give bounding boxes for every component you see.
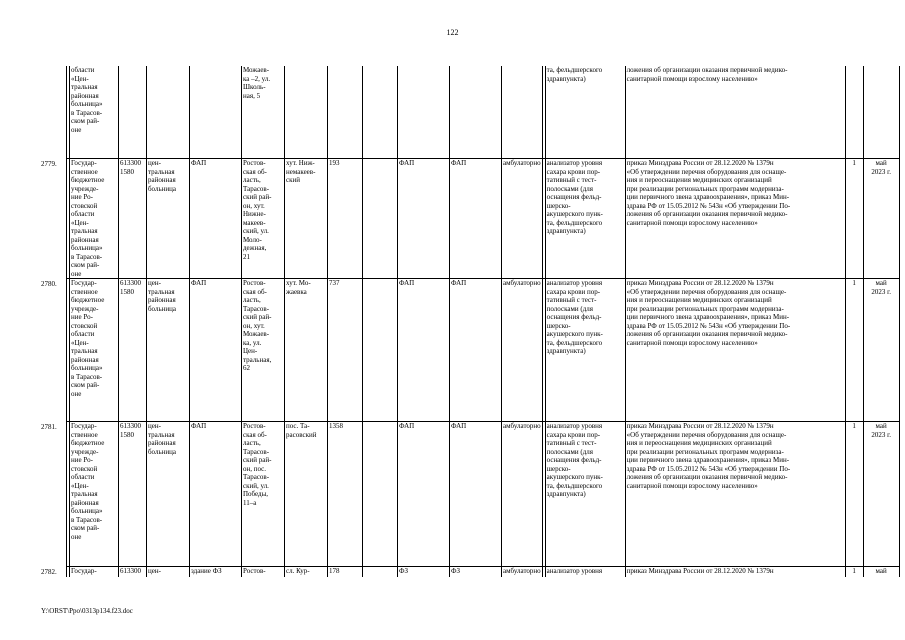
cell-care: амбулаторно xyxy=(502,279,543,422)
cell-address: Можаев- ка –2, ул. Школь- ная, 5 xyxy=(242,66,285,159)
cell-basis: приказ Минздрава России от 28.12.2020 № 1379н «Об утверждении перечня оборудования для оснаще- ния и переоснащения медицинских организаций при реализации региональных программ модерниза- ции первичного звена здравоохранения», приказ Мин- здрава РФ от 15.05.2012 № 543н «Об утверждении По- ложения об организации оказания первичной медико- санитарной помощи взрослому населению» xyxy=(625,279,845,422)
cell-blank xyxy=(363,422,398,567)
cell-population: 193 xyxy=(328,159,363,279)
cell-care: амбулаторно xyxy=(502,422,543,567)
cell-equipment: анализатор уровня сахара крови пор- тативный с тест- полосками (для оснащения фельд- шерско- акушерского пунк- та, фельдшерского здравпункта) xyxy=(545,159,625,279)
cell-code: 613300 1580 xyxy=(119,159,147,279)
cell-unit-1: ФАП xyxy=(398,279,450,422)
cell-code: 613300 1580 xyxy=(119,279,147,422)
cell-population: 178 xyxy=(328,567,363,578)
cell-blank xyxy=(363,66,398,159)
cell-date: май 2023 г. xyxy=(863,279,899,422)
cell-quantity: 1 xyxy=(845,422,863,567)
cell-settlement: сл. Кур- xyxy=(285,567,328,578)
cell-population xyxy=(328,66,363,159)
cell-address: Ростов- ская об- ласть, Тарасов- ский рай- он, хут. Можаев- ка, ул. Цен- тральная, 62 xyxy=(242,279,285,422)
cell-subdivision: здание ФЗ xyxy=(190,567,242,578)
cell-unit-1: ФЗ xyxy=(398,567,450,578)
page-number: 122 xyxy=(446,28,459,37)
cell-quantity: 1 xyxy=(845,567,863,578)
cell-type: цен- тральная районная больница xyxy=(147,159,190,279)
row-number: 2779. xyxy=(41,159,57,168)
cell-subdivision xyxy=(190,66,242,159)
cell-date: май xyxy=(863,567,899,578)
cell-basis: приказ Минздрава России от 28.12.2020 № 1379н xyxy=(625,567,845,578)
cell-unit-2 xyxy=(450,66,502,159)
cell-subdivision: ФАП xyxy=(190,279,242,422)
cell-date: май 2023 г. xyxy=(863,159,899,279)
footer-file-path: Y:\ORST\Ppo\0313p134.f23.doc xyxy=(41,607,133,615)
row-number: 2780. xyxy=(41,279,57,288)
cell-population: 1358 xyxy=(328,422,363,567)
cell-care xyxy=(502,66,543,159)
cell-unit-1: ФАП xyxy=(398,422,450,567)
cell-address: Ростов- ская об- ласть, Тарасов- ский рай- он, пос. Тарасов- ский, ул. Победы, 11–а xyxy=(242,422,285,567)
cell-unit-2: ФАП xyxy=(450,159,502,279)
cell-blank xyxy=(363,159,398,279)
cell-basis: ложения об организации оказания первичной медико- санитарной помощи взрослому населению» xyxy=(625,66,845,159)
cell-equipment: анализатор уровня xyxy=(545,567,625,578)
cell-subdivision: ФАП xyxy=(190,422,242,567)
table-row xyxy=(67,567,900,578)
cell-organization: Государ- ственное бюджетное учрежде- ние Ро- стовской области «Цен- тральная районная больница» в Тарасов- ском рай- оне xyxy=(70,159,119,279)
cell-basis: приказ Минздрава России от 28.12.2020 № 1379н «Об утверждении перечня оборудования для оснаще- ния и переоснащения медицинских организаций при реализации региональных программ модерниза- ции первичного звена здравоохранения», приказ Мин- здрава РФ от 15.05.2012 № 543н «Об утверждении По- ложения об организации оказания первичной медико- санитарной помощи взрослому населению» xyxy=(625,422,845,567)
cell-code: 613300 xyxy=(119,567,147,578)
cell-care: амбулаторно xyxy=(502,159,543,279)
cell-type xyxy=(147,66,190,159)
cell-date: май 2023 г. xyxy=(863,422,899,567)
cell-unit-2: ФАП xyxy=(450,279,502,422)
table-row xyxy=(67,159,900,279)
cell-code: 613300 1580 xyxy=(119,422,147,567)
cell-care: амбулаторно xyxy=(503,567,541,575)
cell-equipment: анализатор уровня сахара крови пор- тативный с тест- полосками (для оснащения фельд- шерско- акушерского пунк- та, фельдшерского здравпункта) xyxy=(545,422,625,567)
cell-type: цен- тральная районная больница xyxy=(147,422,190,567)
cell-type: цен- тральная районная больница xyxy=(147,279,190,422)
cell-unit-2: ФЗ xyxy=(450,567,502,578)
cell-quantity xyxy=(845,66,863,159)
cell-unit-1: ФАП xyxy=(398,159,450,279)
cell-quantity: 1 xyxy=(845,159,863,279)
row-number: 2781. xyxy=(41,422,57,431)
cell-equipment: та, фельдшерского здравпункта) xyxy=(545,66,625,159)
cell-equipment: анализатор уровня сахара крови пор- тативный с тест- полосками (для оснащения фельд- шерско- акушерского пунк- та, фельдшерского здравпункта) xyxy=(545,279,625,422)
table-row-continuation xyxy=(67,66,900,159)
table-row xyxy=(67,279,900,422)
cell-address: Ростов- ская об- ласть, Тарасов- ский рай- он, хут. Нижне- макеев- ский, ул. Моло- дежная, 21 xyxy=(242,159,285,279)
cell-organization: Государ- ственное бюджетное учрежде- ние Ро- стовской области «Цен- тральная районная больница» в Тарасов- ском рай- оне xyxy=(70,422,119,567)
row-number: 2782. xyxy=(41,567,57,576)
cell-date xyxy=(863,66,899,159)
cell-quantity: 1 xyxy=(845,279,863,422)
table-row xyxy=(67,422,900,567)
cell-address: Ростов- xyxy=(242,567,285,578)
cell-population: 737 xyxy=(328,279,363,422)
cell-organization: области «Цен- тральная районная больница» в Тарасов- ском рай- оне xyxy=(70,66,119,159)
cell-unit-1 xyxy=(398,66,450,159)
cell-type: цен- xyxy=(147,567,190,578)
equipment-table xyxy=(66,66,900,577)
cell-settlement xyxy=(285,66,328,159)
cell-code xyxy=(119,66,147,159)
cell-settlement: пос. Та- расовский xyxy=(285,422,328,567)
cell-settlement: хут. Мо- жаевка xyxy=(285,279,328,422)
cell-subdivision: ФАП xyxy=(190,159,242,279)
cell-basis: приказ Минздрава России от 28.12.2020 № 1379н «Об утверждении перечня оборудования для оснаще- ния и переоснащения медицинских организаций при реализации региональных программ модерниза- ции первичного звена здравоохранения», приказ Мин- здрава РФ от 15.05.2012 № 543н «Об утверждении По- ложения об организации оказания первичной медико- санитарной помощи взрослому населению» xyxy=(625,159,845,279)
cell-organization: Государ- xyxy=(70,567,119,578)
cell-settlement: хут. Ниж- немакеев- ский xyxy=(285,159,328,279)
cell-blank xyxy=(363,567,398,578)
cell-organization: Государ- ственное бюджетное учрежде- ние Ро- стовской области «Цен- тральная районная больница» в Тарасов- ском рай- оне xyxy=(70,279,119,422)
cell-unit-2: ФАП xyxy=(450,422,502,567)
cell-blank xyxy=(363,279,398,422)
